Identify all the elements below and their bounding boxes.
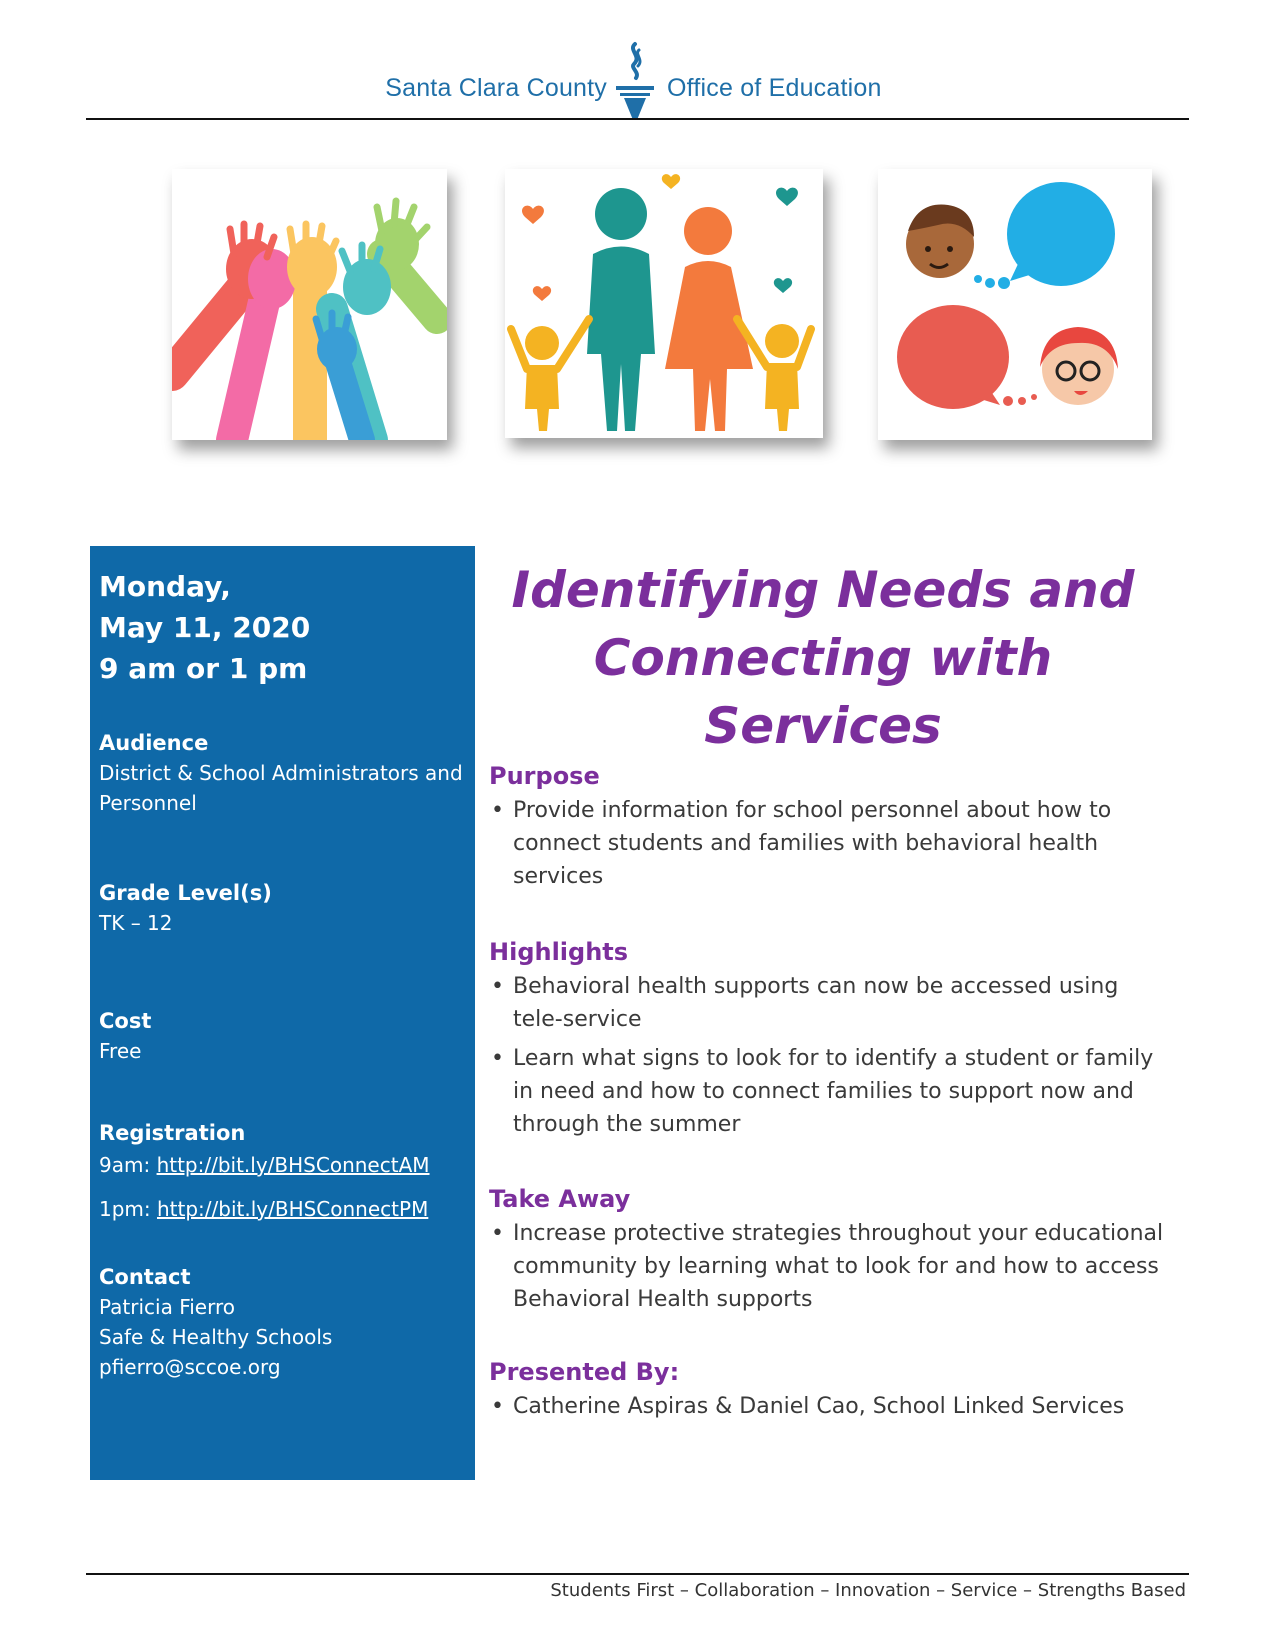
contact-name: Patricia Fierro bbox=[99, 1295, 236, 1319]
title-line-2: Connecting with Services bbox=[593, 629, 1053, 755]
contact-dept: Safe & Healthy Schools bbox=[99, 1325, 333, 1349]
takeaway-heading: Take Away bbox=[489, 1185, 631, 1213]
list-item: • Increase protective strategies throughout your educational community by learning what to look for and how to access Behavioral Health supports bbox=[489, 1217, 1169, 1316]
registration-pm bbox=[99, 1194, 469, 1224]
audience-section bbox=[99, 728, 469, 818]
takeaway-section bbox=[489, 1183, 1169, 1322]
audience-label: Audience bbox=[99, 731, 209, 755]
registration-am-link[interactable]: http://bit.ly/BHSConnectAM bbox=[156, 1153, 430, 1177]
grade-value: TK – 12 bbox=[99, 911, 173, 935]
title-line-1: Identifying Needs and bbox=[511, 561, 1135, 619]
registration-pm-prefix: 1pm: bbox=[99, 1197, 157, 1221]
raised-hands-illustration bbox=[172, 169, 447, 440]
page-title bbox=[488, 556, 1158, 760]
highlights-list bbox=[489, 970, 1169, 1141]
registration-section bbox=[99, 1118, 469, 1224]
registration-am-prefix: 9am: bbox=[99, 1153, 157, 1177]
list-item: • Learn what signs to look for to identify a student or family in need and how to connect families to support now and through the summer bbox=[489, 1042, 1169, 1141]
contact-email[interactable]: pfierro@sccoe.org bbox=[99, 1355, 281, 1379]
cost-section bbox=[99, 1006, 469, 1066]
contact-section bbox=[99, 1262, 469, 1382]
list-item: • Provide information for school personnel about how to connect students and families with behavioral health services bbox=[489, 794, 1169, 893]
registration-pm-link[interactable]: http://bit.ly/BHSConnectPM bbox=[157, 1197, 429, 1221]
letterhead bbox=[0, 38, 1275, 122]
audience-value: District & School Administrators and Personnel bbox=[99, 761, 463, 815]
purpose-list bbox=[489, 794, 1169, 893]
conversation-illustration bbox=[878, 169, 1152, 440]
registration-label: Registration bbox=[99, 1121, 246, 1145]
event-date bbox=[99, 566, 310, 689]
registration-am bbox=[99, 1150, 469, 1180]
org-name-left: Santa Clara County bbox=[385, 74, 607, 102]
cost-label: Cost bbox=[99, 1009, 152, 1033]
date-full: May 11, 2020 bbox=[99, 611, 311, 644]
family-illustration bbox=[505, 169, 823, 438]
org-name-right: Office of Education bbox=[667, 74, 882, 102]
highlights-heading: Highlights bbox=[489, 938, 629, 966]
grade-label: Grade Level(s) bbox=[99, 881, 272, 905]
grade-section bbox=[99, 878, 469, 938]
presented-by-section bbox=[489, 1356, 1169, 1429]
presented-heading: Presented By: bbox=[489, 1358, 680, 1386]
list-item: • Catherine Aspiras & Daniel Cao, School Linked Services bbox=[489, 1390, 1169, 1423]
footer-tagline: Students First – Collaboration – Innovation – Service – Strengths Based bbox=[550, 1580, 1186, 1601]
torch-icon bbox=[610, 40, 660, 122]
contact-label: Contact bbox=[99, 1265, 191, 1289]
event-details-sidebar bbox=[90, 546, 475, 1480]
highlights-section bbox=[489, 936, 1169, 1147]
cost-value: Free bbox=[99, 1039, 142, 1063]
list-item: • Behavioral health supports can now be accessed using tele-service bbox=[489, 970, 1169, 1036]
header-rule bbox=[86, 118, 1189, 120]
presented-list bbox=[489, 1390, 1169, 1423]
date-time: 9 am or 1 pm bbox=[99, 652, 308, 685]
purpose-heading: Purpose bbox=[489, 762, 600, 790]
footer-rule bbox=[86, 1573, 1189, 1575]
date-day: Monday, bbox=[99, 570, 231, 603]
purpose-section bbox=[489, 760, 1169, 899]
takeaway-list bbox=[489, 1217, 1169, 1316]
